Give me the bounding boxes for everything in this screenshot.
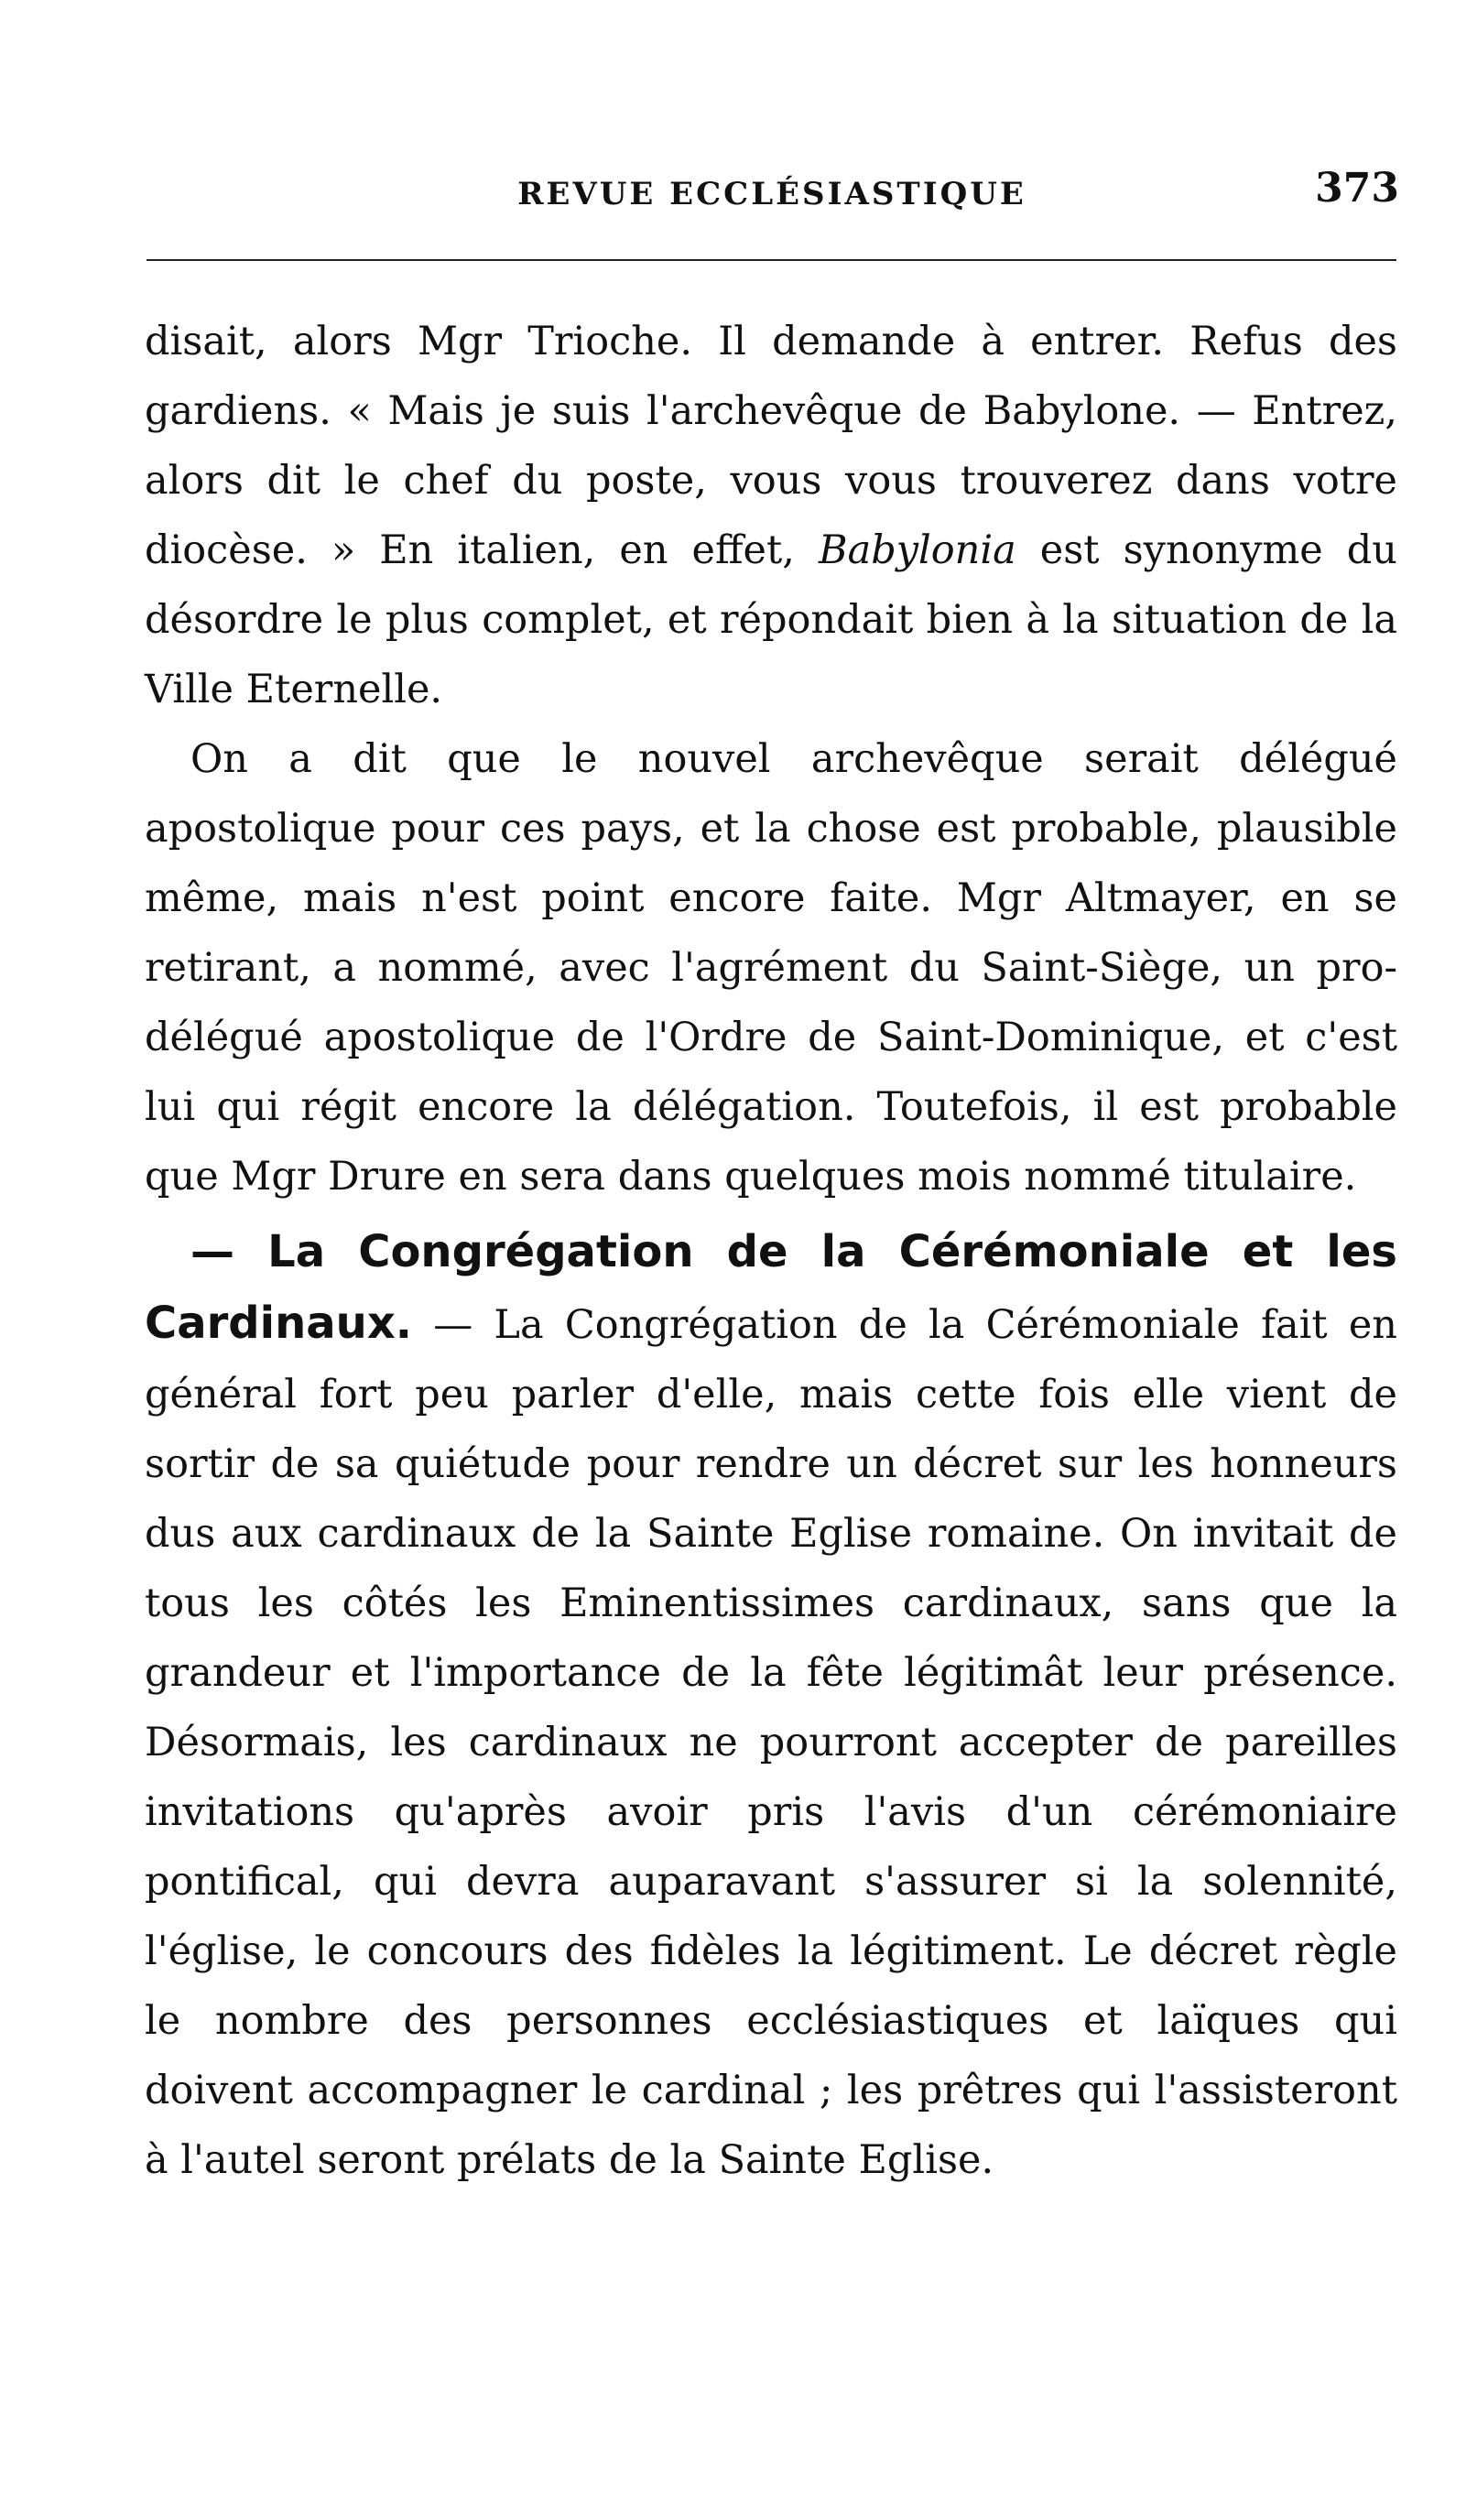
paragraph-2: On a dit que le nouvel archevêque serait délégué apostolique pour ces pays, et la chose est probable, plausible même, mais n'est point encore faite. Mgr Altmayer, en se retirant, a nommé, avec l'agrément du Saint-Siège, un pro-délégué apostolique de l'Ordre de Saint-Dominique, et c'est lui qui régit encore la délégation. Toutefois, il est probable que Mgr Drure en sera dans quelques mois nommé titulaire. bbox=[145, 736, 1397, 1200]
header-rule bbox=[147, 259, 1396, 261]
paragraph-1-text-a: disait, alors Mgr Trioche. Il demande à entrer. Refus des gardiens. « Mais je suis l'archevêque de Babylone. — Entrez, alors dit le chef du poste, vous vous trouverez dans votre diocèse. » En italien, en effet, bbox=[145, 319, 1397, 573]
page-number: 373 bbox=[1315, 165, 1399, 212]
running-title: REVUE ECCLÉSIASTIQUE bbox=[517, 176, 1026, 212]
paragraph-3 bbox=[145, 1217, 1397, 2195]
paragraph-1-text-b: est synonyme du désordre le plus complet, et répondait bien à la situation de la Ville Eternelle. bbox=[145, 527, 1398, 712]
section-title: — La Congrégation de la Cérémoniale et les Cardinaux. bbox=[145, 1226, 1397, 1349]
body-text bbox=[145, 307, 1397, 2195]
page-header bbox=[145, 165, 1399, 220]
italic-term: Babylonia bbox=[818, 527, 1016, 573]
paragraph-3-text: — La Congrégation de la Cérémoniale fait en général fort peu parler d'elle, mais cette fois elle vient de sortir de sa quiétude pour rendre un décret sur les honneurs dus aux cardinaux de la Sainte Eglise romaine. On invitait de tous les côtés les Eminentissimes cardinaux, sans que la grandeur et l'importance de la fête légitimât leur présence. Désormais, les cardinaux ne pourront accepter de pareilles invitations qu'après avoir pris l'avis d'un cérémoniaire pontifical, qui devra auparavant s'assurer si la solennité, l'église, le concours des fidèles la légitiment. Le décret règle le nombre des personnes ecclésiastiques et laïques qui doivent accompagner le cardinal ; les prêtres qui l'assisteront à l'autel seront prélats de la Sainte Eglise. bbox=[145, 1302, 1397, 2183]
paragraph-1 bbox=[145, 307, 1397, 724]
